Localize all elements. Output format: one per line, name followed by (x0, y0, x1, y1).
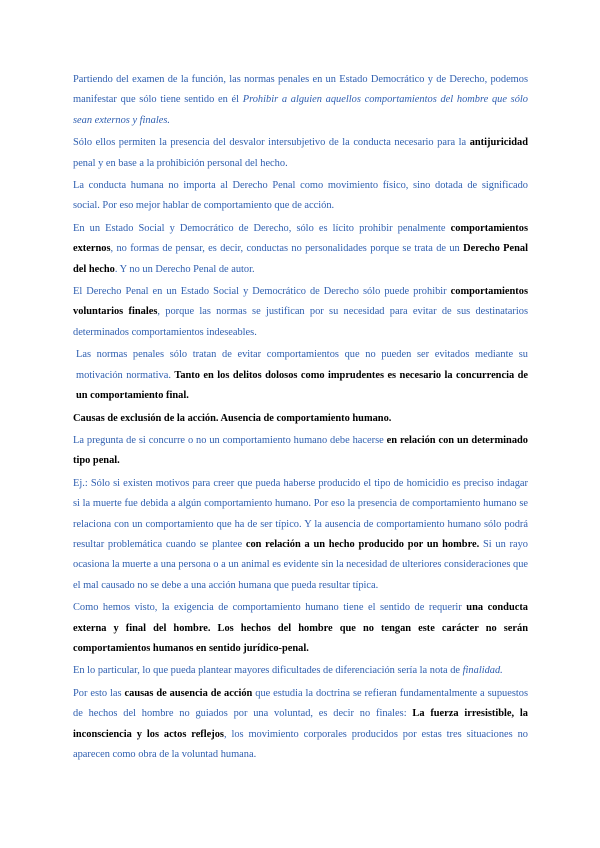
text-segment: Sólo ellos permiten la presencia del desvalor intersubjetivo de la conducta necesario para la (73, 137, 470, 149)
text-segment: , los movimiento corporales producidos por estas tres situaciones no aparecen como obra de la voluntad humana. (73, 728, 528, 760)
paragraph (73, 661, 528, 681)
paragraph (73, 474, 528, 596)
text-segment: Por esto las (73, 687, 125, 699)
bold-text: una conducta externa y final del hombre. Los hechos del hombre que no tengan este carácter no serán comportamientos humanos en sentido jurídico-penal. (73, 602, 528, 654)
text-segment: que estudia la doctrina se refieran fundamentalmente a supuestos de hechos del hombre no guiados por una voluntad, es decir no finales: (73, 687, 528, 720)
bold-text: Tanto en los delitos dolosos como imprudentes es necesario la concurrencia de un comportamiento final. (76, 369, 528, 402)
text-segment: penal y en base a la prohibición personal del hecho. (73, 157, 288, 169)
italic-text: finalidad. (462, 665, 503, 677)
paragraph (73, 345, 528, 406)
bold-text: La fuerza irresistible, la inconsciencia y los actos reflejos (73, 708, 528, 740)
text-segment: Ej.: Sólo si existen motivos para creer que pueda haberse producido el tipo de homicidio es preciso indagar si la muerte fue debida a algún comportamiento humano. Por eso la presencia de comportamiento humano se relaciona con un comportamiento que ha de ser típico. Y la ausencia de comportamiento humano sólo podrá resultar problemática cuando se plantee (73, 477, 528, 550)
text-segment: Como hemos visto, la exigencia de comportamiento humano tiene el sentido de requerir (73, 602, 467, 614)
text-segment: , porque las normas se justifican por su necesidad para evitar de sus destinatarios determinados comportamientos indeseables. (73, 306, 528, 338)
bold-text: en relación con un determinado tipo penal. (73, 434, 528, 467)
text-segment: En lo particular, lo que pueda plantear mayores dificultades de diferenciación sería la nota de (73, 665, 463, 677)
text-segment: En un Estado Social y Democrático de Derecho, sólo es lícito prohibir penalmente (73, 222, 451, 234)
text-segment: , no formas de pensar, es decir, conductas no personalidades porque se trata de un (110, 243, 464, 255)
text-segment: Las normas penales sólo tratan de evitar comportamientos que no pueden ser evitados mediante su motivación normativa. (76, 349, 528, 381)
heading-text: Causas de exclusión de la acción. Ausencia de comportamiento humano. (73, 412, 392, 424)
bold-text: comportamientos voluntarios finales (73, 286, 528, 318)
italic-text: Prohibir a alguien aquellos comportamientos del hombre que sólo sean externos y finales. (73, 94, 528, 126)
section-heading (73, 409, 528, 429)
bold-text: Derecho Penal del hecho (73, 243, 528, 275)
document-page (73, 70, 528, 767)
text-segment: El Derecho Penal en un Estado Social y Democrático de Derecho sólo puede prohibir (73, 286, 451, 298)
paragraph (73, 282, 528, 343)
paragraph (73, 684, 528, 766)
text-segment: La pregunta de si concurre o no un comportamiento humano debe hacerse (73, 434, 387, 446)
bold-text: antijuricidad (469, 137, 528, 149)
paragraph (73, 70, 528, 131)
text-segment: . Y no un Derecho Penal de autor. (114, 263, 255, 275)
paragraph (73, 219, 528, 280)
paragraph (73, 431, 528, 472)
paragraph (73, 133, 528, 174)
bold-text: causas de ausencia de acción (124, 687, 253, 699)
text-segment: Partiendo del examen de la función, las normas penales en un Estado Democrático y de Derecho, podemos manifestar que sólo tiene sentido en él (73, 74, 528, 106)
paragraph (73, 598, 528, 659)
paragraph (73, 176, 528, 217)
text-segment: Si un rayo ocasiona la muerte a una persona o a un animal es evidente sin la necesidad de ulteriores consideraciones que el mal causado no se debe a una acción humana que pueda resultar típica. (73, 538, 528, 591)
bold-text: con relación a un hecho producido por un hombre. (245, 538, 480, 550)
text-segment: La conducta humana no importa al Derecho Penal como movimiento físico, sino dotada de significado social. Por eso mejor hablar de comportamiento que de acción. (73, 180, 528, 212)
bold-text: comportamientos externos (73, 222, 528, 255)
